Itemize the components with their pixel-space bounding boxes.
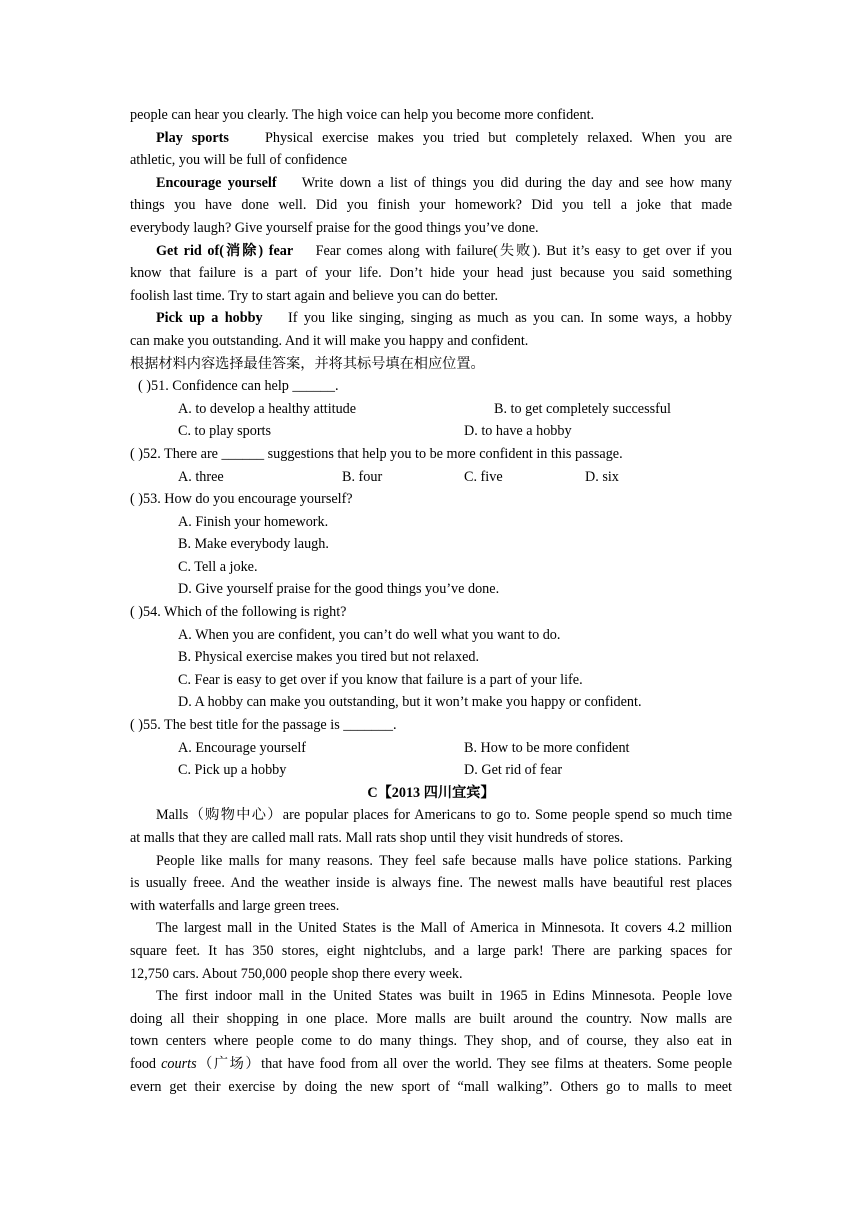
- option-c: C. five: [464, 468, 503, 485]
- option-d: D. six: [585, 468, 619, 485]
- passage-line: can make you outstanding. And it will make you happy and confident.: [130, 332, 529, 349]
- passage-line: athletic, you will be full of confidence: [130, 152, 348, 169]
- passage-line: at malls that they are called mall rats. Mall rats shop until they visit hundreds of stores.: [130, 830, 624, 846]
- option-a: A. Finish your homework.: [178, 513, 329, 530]
- question-53: [130, 488, 732, 511]
- passage-line: evern get their exercise by doing the new sport of “mall walking”. Others go to malls to meet: [130, 1078, 732, 1095]
- paragraph-hobby: [130, 307, 732, 330]
- passage-line: Malls（购物中心）are popular places for Americans to go to. Some people spend so much time: [156, 807, 732, 824]
- passage-line: things you have done well. Did you finish your homework? Did you tell a joke that made: [130, 197, 732, 214]
- passage-line: foolish last time. Try to start again and believe you can do better.: [130, 287, 499, 304]
- option-c: C. to play sports: [178, 423, 272, 440]
- question-text: 52. There are ______ suggestions that help you to be more confident in this passage.: [143, 445, 623, 462]
- options-row: [130, 398, 732, 421]
- passage-text: （广场）that have food from all over the world. They see films at theaters. Some people: [196, 1055, 732, 1072]
- passage-text: Write down a list of things you did during the day and see how many: [301, 174, 732, 191]
- paragraph-encourage: [130, 172, 732, 195]
- passage-text: food: [130, 1055, 162, 1072]
- option-b: B. How to be more confident: [464, 739, 630, 756]
- option-a: A. Encourage yourself: [178, 739, 307, 756]
- option-b: B. to get completely successful: [494, 400, 671, 417]
- answer-blank[interactable]: ( ): [130, 491, 143, 508]
- question-text: 54. Which of the following is right?: [143, 604, 347, 621]
- passage-line: [130, 1053, 732, 1076]
- option-b: B. Physical exercise makes you tired but not relaxed.: [178, 649, 480, 666]
- passage-line: know that failure is a part of your life. Don’t hide your head just because you said something: [130, 265, 732, 282]
- document-page: [130, 104, 732, 1098]
- option-d: D. Get rid of fear: [464, 762, 563, 779]
- question-text: 51. Confidence can help ______.: [151, 378, 339, 395]
- option-a: A. three: [178, 468, 224, 485]
- answer-blank[interactable]: ( ): [130, 604, 143, 621]
- passage-line: people can hear you clearly. The high voice can help you become more confident.: [130, 107, 595, 123]
- passage-line: 12,750 cars. About 750,000 people shop there every week.: [130, 965, 463, 982]
- option-d: D. A hobby can make you outstanding, but it won’t make you happy or confident.: [178, 694, 642, 711]
- option-b: B. Make everybody laugh.: [178, 536, 329, 553]
- options-row: [130, 420, 732, 443]
- section-heading: C【2013 四川宜宾】: [367, 784, 495, 801]
- passage-line: People like malls for many reasons. They feel safe because malls have police stations. Parking: [156, 852, 732, 869]
- question-51: [130, 375, 732, 398]
- option-c: C. Pick up a hobby: [178, 762, 287, 779]
- option-b: B. four: [342, 468, 383, 485]
- answer-blank[interactable]: ( ): [138, 378, 151, 395]
- passage-line: square feet. It has 350 stores, eight nightclubs, and a large park! There are parking spaces for: [130, 942, 732, 959]
- passage-text: Physical exercise makes you tried but completely relaxed. When you are: [264, 129, 732, 146]
- passage-text: Fear comes along with failure(失败). But it’s easy to get over if you: [315, 242, 732, 259]
- instruction-text: 根据材料内容选择最佳答案，并将其标号填在相应位置。: [130, 355, 485, 372]
- passage-line: town centers where people come to do many things. They shop, and of course, they also eat in: [130, 1033, 732, 1050]
- option-d: D. to have a hobby: [464, 423, 572, 440]
- option-d: D. Give yourself praise for the good things you’ve done.: [178, 581, 500, 598]
- question-55: [130, 714, 732, 737]
- options-row: [130, 466, 732, 489]
- question-text: 53. How do you encourage yourself?: [143, 491, 353, 508]
- option-c: C. Tell a joke.: [178, 558, 258, 575]
- options-row: [130, 737, 732, 760]
- paragraph-play-sports: [130, 127, 732, 150]
- option-a: A. When you are confident, you can’t do well what you want to do.: [178, 626, 561, 643]
- tip-heading: Get rid of(消除) fear: [156, 242, 294, 259]
- passage-line: everybody laugh? Give yourself praise for the good things you’ve done.: [130, 219, 539, 236]
- paragraph-fear: [130, 240, 732, 263]
- answer-blank[interactable]: ( ): [130, 717, 143, 734]
- answer-blank[interactable]: ( ): [130, 445, 143, 462]
- options-row: [130, 759, 732, 782]
- tip-heading: Encourage yourself: [156, 174, 277, 191]
- italic-word: courts: [161, 1055, 197, 1072]
- passage-line: doing all their shopping in one place. More malls are built around the country. Now malls are: [130, 1010, 732, 1027]
- passage-line: The largest mall in the United States is the Mall of America in Minnesota. It covers 4.2 million: [156, 920, 732, 937]
- passage-line: with waterfalls and large green trees.: [130, 897, 340, 914]
- passage-line: is usually freee. And the weather inside is always fine. The newest malls have beautiful rest places: [130, 875, 732, 892]
- option-a: A. to develop a healthy attitude: [178, 400, 357, 417]
- option-c: C. Fear is easy to get over if you know that failure is a part of your life.: [178, 671, 583, 688]
- question-text: 55. The best title for the passage is _______.: [143, 717, 397, 734]
- question-52: [130, 443, 732, 466]
- tip-heading: Pick up a hobby: [156, 310, 263, 327]
- question-54: [130, 601, 732, 624]
- passage-text: If you like singing, singing as much as you can. In some ways, a hobby: [288, 310, 732, 327]
- passage-line: The first indoor mall in the United States was built in 1965 in Edins Minnesota. People love: [156, 988, 732, 1005]
- tip-heading: Play sports: [156, 129, 229, 146]
